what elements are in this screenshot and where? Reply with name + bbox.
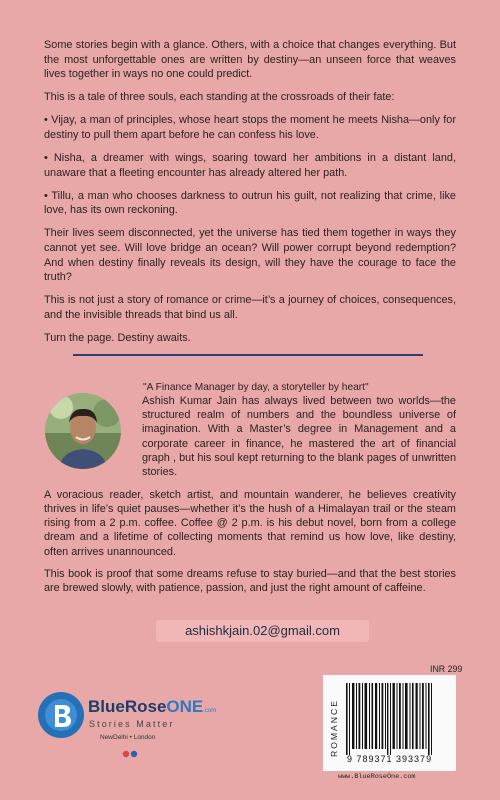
blurb-paragraph: Turn the page. Destiny awaits.: [44, 332, 191, 344]
social-media-icon[interactable]: [122, 750, 138, 758]
blurb-paragraph: • Tillu, a man who chooses darkness to outrun his guilt, not realizing that crime, like love, has its own reckoning.: [44, 189, 456, 217]
section-divider: [73, 354, 423, 356]
blurb-paragraph: • Vijay, a man of principles, whose heart stops the moment he meets Nisha—only for destiny to pull them apart before he can confess his love.: [44, 114, 456, 141]
blurb-paragraph: Some stories begin with a glance. Others, with a choice that changes everything. But the most unforgettable ones are written by destiny—an unseen force that weaves lives together in ways no one could predict.: [44, 39, 456, 81]
bio-paragraph: Ashish Kumar Jain has always lived between two worlds—the structured realm of numbers and the boundless universe of imagination. With a Master’s degree in Management and a corporate career in finance, he mastered the art of financial graph , but his soul kept returning to the blank pages of unwritten stories.: [142, 395, 456, 479]
genre-label: ROMANCE: [329, 699, 339, 757]
publisher-name: [88, 697, 216, 717]
author-bio: [44, 394, 456, 604]
publisher-tagline: Stories Matter: [89, 719, 175, 729]
bio-paragraph: This book is proof that some dreams refuse to stay buried—and that the best stories are brewed slowly, with patience, passion, and just the right amount of caffeine.: [44, 568, 456, 595]
blurb-paragraph: Their lives seem disconnected, yet the universe has tied them together in ways they cannot yet see. Will love bridge an ocean? Will power corrupt beyond redemption? And when destiny finally reveals its design, will they have the courage to face the truth?: [44, 227, 456, 284]
blurb-paragraph: This is not just a story of romance or crime—it’s a journey of choices, consequences, and the invisible threads that bind us all.: [44, 294, 456, 321]
price-label: INR 299: [430, 664, 463, 674]
publisher-logo: [38, 692, 84, 738]
social-icons: [122, 745, 138, 763]
publisher-name-part1: BlueRose: [88, 697, 167, 716]
blurb-paragraph: • Nisha, a dreamer with wings, soaring toward her ambitions in a distant land, unaware that a fleeting encounter has already altered her path.: [44, 152, 456, 179]
author-email[interactable]: ashishkjain.02@gmail.com: [156, 620, 369, 642]
book-blurb: [44, 38, 456, 354]
publisher-name-part2: ONE: [166, 697, 204, 716]
publisher-name-suffix: .com: [203, 708, 217, 714]
publisher-cities: NewDelhi • London: [100, 734, 156, 741]
publisher-logo-icon: [38, 692, 84, 738]
publisher-website[interactable]: www.BlueRoseOne.com: [338, 773, 416, 781]
blurb-paragraph: This is a tale of three souls, each standing at the crossroads of their fate:: [44, 91, 395, 104]
author-tagline: "A Finance Manager by day, a storyteller by heart": [143, 382, 369, 393]
isbn-digits: 9 789371 393379: [347, 754, 433, 764]
bio-paragraph: A voracious reader, sketch artist, and mountain wanderer, he believes creativity thrives in life’s quiet pauses—whether it’s the hush of a Himalayan trail or the steam rising from a 2 p.m. coffee. Coffee @ 2 p.m. is his debut novel, born from a college dream and a lifetime of collecting moments that remind us how love, like destiny, often arrives unannounced.: [44, 488, 456, 558]
